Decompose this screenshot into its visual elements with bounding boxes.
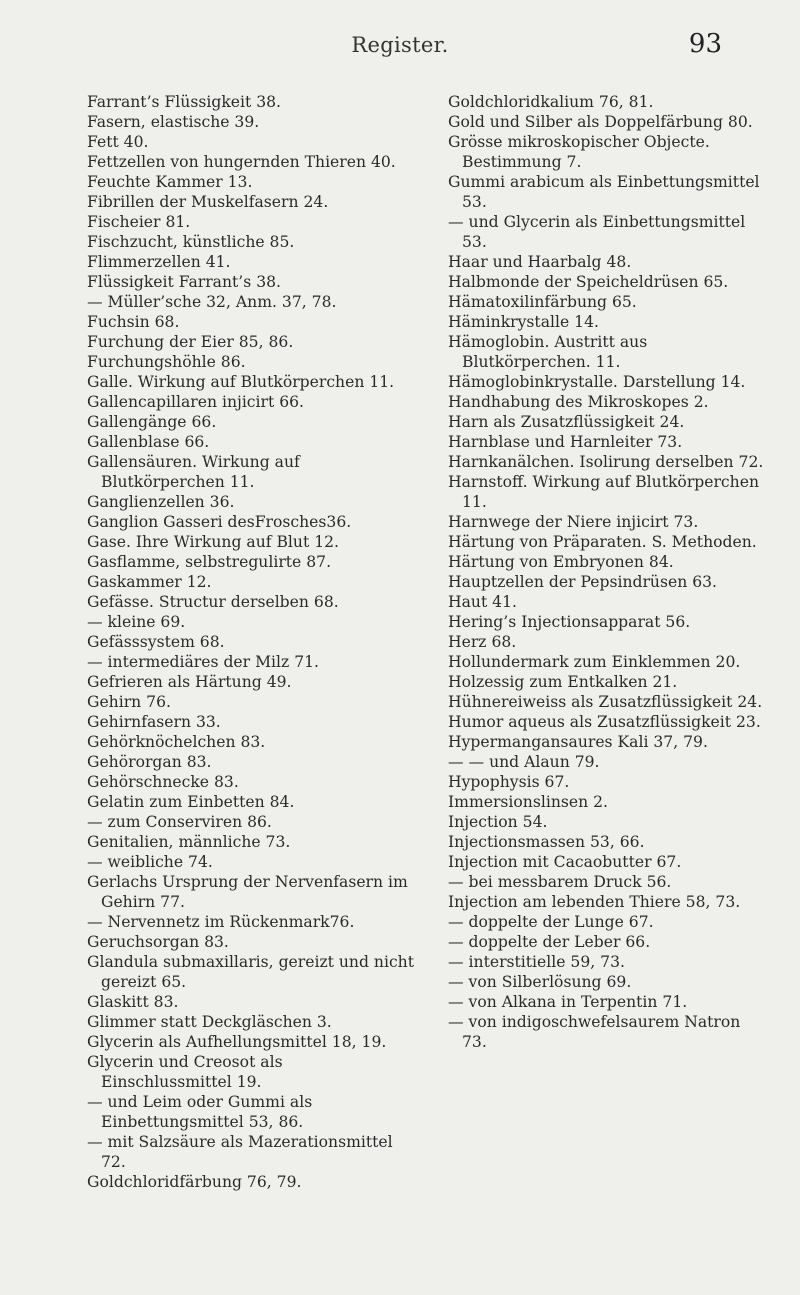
index-entry: Injection mit Cacaobutter 67. [448, 853, 682, 871]
index-entry: Galle. Wirkung auf Blutkörperchen 11. [87, 373, 395, 391]
index-entry: Farrant’s Flüssigkeit 38. [87, 93, 282, 111]
index-entry: Handhabung des Mikroskopes 2. [448, 393, 709, 411]
index-entry: — bei messbarem Druck 56. [448, 873, 672, 891]
index-entry: Gehörschnecke 83. [87, 773, 239, 791]
index-entry: Hollundermark zum Einklemmen 20. [448, 653, 741, 671]
index-entry: — mit Salzsäure als Mazerationsmittel 72. [87, 1133, 393, 1171]
index-entry: Gehörorgan 83. [87, 753, 212, 771]
index-entry: Gehirnfasern 33. [87, 713, 221, 731]
index-entry: Gehörknöchelchen 83. [87, 733, 266, 751]
index-entry: — — und Alaun 79. [448, 753, 600, 771]
index-entry: Gefrieren als Härtung 49. [87, 673, 292, 691]
index-entry: Humor aqueus als Zusatzflüssigkeit 23. [448, 713, 761, 731]
index-entry: Harn als Zusatzflüssigkeit 24. [448, 413, 685, 431]
index-entry: Gallengänge 66. [87, 413, 217, 431]
index-entry: Gallensäuren. Wirkung auf Blutkörperchen 11. [87, 453, 300, 491]
index-entry: Genitalien, männliche 73. [87, 833, 291, 851]
index-entry: Grösse mikroskopischer Objecte. Bestimmung 7. [448, 133, 710, 171]
index-entry: — und Leim oder Gummi als Einbettungsmittel 53, 86. [87, 1093, 313, 1131]
index-entry: — von Silberlösung 69. [448, 973, 632, 991]
running-title: Register. [351, 33, 449, 57]
index-entry: Fuchsin 68. [87, 313, 180, 331]
index-entry: Immersionslinsen 2. [448, 793, 608, 811]
index-entry: Gallenblase 66. [87, 433, 210, 451]
index-entry: Gefässe. Structur derselben 68. [87, 593, 339, 611]
index-entry: Glycerin und Creosot als Einschlussmittel 19. [87, 1053, 283, 1091]
index-entry: Fischeier 81. [87, 213, 191, 231]
index-entry: Hämoglobinkrystalle. Darstellung 14. [448, 373, 746, 391]
index-entry: Fasern, elastische 39. [87, 113, 260, 131]
index-entry: Feuchte Kammer 13. [87, 173, 253, 191]
index-entry: — intermediäres der Milz 71. [87, 653, 319, 671]
index-entry: Glimmer statt Deckgläschen 3. [87, 1013, 332, 1031]
index-entry: — kleine 69. [87, 613, 186, 631]
index-entry: — von Alkana in Terpentin 71. [448, 993, 688, 1011]
index-entry: Injection 54. [448, 813, 548, 831]
index-entry: Fett 40. [87, 133, 149, 151]
index-entry: Härtung von Präparaten. S. Methoden. [448, 533, 757, 551]
index-entry: Gold und Silber als Doppelfärbung 80. [448, 113, 753, 131]
index-entry: Halbmonde der Speicheldrüsen 65. [448, 273, 729, 291]
index-entry: Injectionsmassen 53, 66. [448, 833, 645, 851]
index-entry: Flüssigkeit Farrant’s 38. [87, 273, 282, 291]
index-entry: Härtung von Embryonen 84. [448, 553, 674, 571]
index-entry: Flimmerzellen 41. [87, 253, 231, 271]
page-number: 93 [688, 29, 722, 59]
index-entry: — Müller’sche 32, Anm. 37, 78. [87, 293, 337, 311]
index-entry: Haar und Haarbalg 48. [448, 253, 632, 271]
index-entry: — doppelte der Lunge 67. [448, 913, 654, 931]
index-entry: Glycerin als Aufhellungsmittel 18, 19. [87, 1033, 387, 1051]
index-entry: — interstitielle 59, 73. [448, 953, 625, 971]
index-entry: Gefässsystem 68. [87, 633, 225, 651]
index-entry: Harnblase und Harnleiter 73. [448, 433, 683, 451]
index-entry: Holzessig zum Entkalken 21. [448, 673, 678, 691]
index-entry: Fischzucht, künstliche 85. [87, 233, 295, 251]
index-entry: Hämoglobin. Austritt aus Blutkörperchen. 11. [448, 333, 648, 371]
index-entry: Gerlachs Ursprung der Nervenfasern im Gehirn 77. [87, 873, 408, 911]
index-entry: — Nervennetz im Rückenmark76. [87, 913, 355, 931]
index-entry: Gallencapillaren injicirt 66. [87, 393, 305, 411]
index-entry: Gummi arabicum als Einbettungsmittel 53. [448, 173, 760, 211]
index-entry: — doppelte der Leber 66. [448, 933, 651, 951]
index-entry: Fibrillen der Muskelfasern 24. [87, 193, 329, 211]
index-entry: Hypermangansaures Kali 37, 79. [448, 733, 708, 751]
index-entry: Furchungshöhle 86. [87, 353, 246, 371]
index-entry: Furchung der Eier 85, 86. [87, 333, 294, 351]
index-entry: Hypophysis 67. [448, 773, 570, 791]
index-entry: Haut 41. [448, 593, 517, 611]
index-entry: Glaskitt 83. [87, 993, 179, 1011]
index-entry: Goldchloridfärbung 76, 79. [87, 1173, 302, 1191]
page-header [0, 0, 800, 70]
index-entry: — weibliche 74. [87, 853, 213, 871]
index-entry: — zum Conserviren 86. [87, 813, 272, 831]
index-entry: Ganglion Gasseri desFrosches36. [87, 513, 352, 531]
index-entry: Hering’s Injectionsapparat 56. [448, 613, 691, 631]
index-entry: Geruchsorgan 83. [87, 933, 229, 951]
index-entry: Gaskammer 12. [87, 573, 212, 591]
index-entry: Gelatin zum Einbetten 84. [87, 793, 295, 811]
index-entry: — und Glycerin als Einbettungsmittel 53. [448, 213, 746, 251]
index-entry: Harnstoff. Wirkung auf Blutkörperchen 11. [448, 473, 759, 511]
index-entry: Hauptzellen der Pepsindrüsen 63. [448, 573, 717, 591]
index-column-left [87, 92, 417, 1192]
index-entry: Hühnereiweiss als Zusatzflüssigkeit 24. [448, 693, 763, 711]
index-entry: Goldchloridkalium 76, 81. [448, 93, 654, 111]
index-entry: Injection am lebenden Thiere 58, 73. [448, 893, 741, 911]
index-entry: Gase. Ihre Wirkung auf Blut 12. [87, 533, 339, 551]
index-entry: Harnwege der Niere injicirt 73. [448, 513, 699, 531]
index-entry: Häminkrystalle 14. [448, 313, 599, 331]
index-entry: Fettzellen von hungernden Thieren 40. [87, 153, 396, 171]
index-entry: Gasflamme, selbstregulirte 87. [87, 553, 332, 571]
index-entry: Hämatoxilinfärbung 65. [448, 293, 637, 311]
index-entry: — von indigoschwefelsaurem Natron 73. [448, 1013, 741, 1051]
index-entry: Herz 68. [448, 633, 517, 651]
index-column-right [448, 92, 766, 1052]
index-entry: Glandula submaxillaris, gereizt und nicht gereizt 65. [87, 953, 414, 991]
index-entry: Harnkanälchen. Isolirung derselben 72. [448, 453, 764, 471]
index-entry: Ganglienzellen 36. [87, 493, 235, 511]
index-entry: Gehirn 76. [87, 693, 171, 711]
